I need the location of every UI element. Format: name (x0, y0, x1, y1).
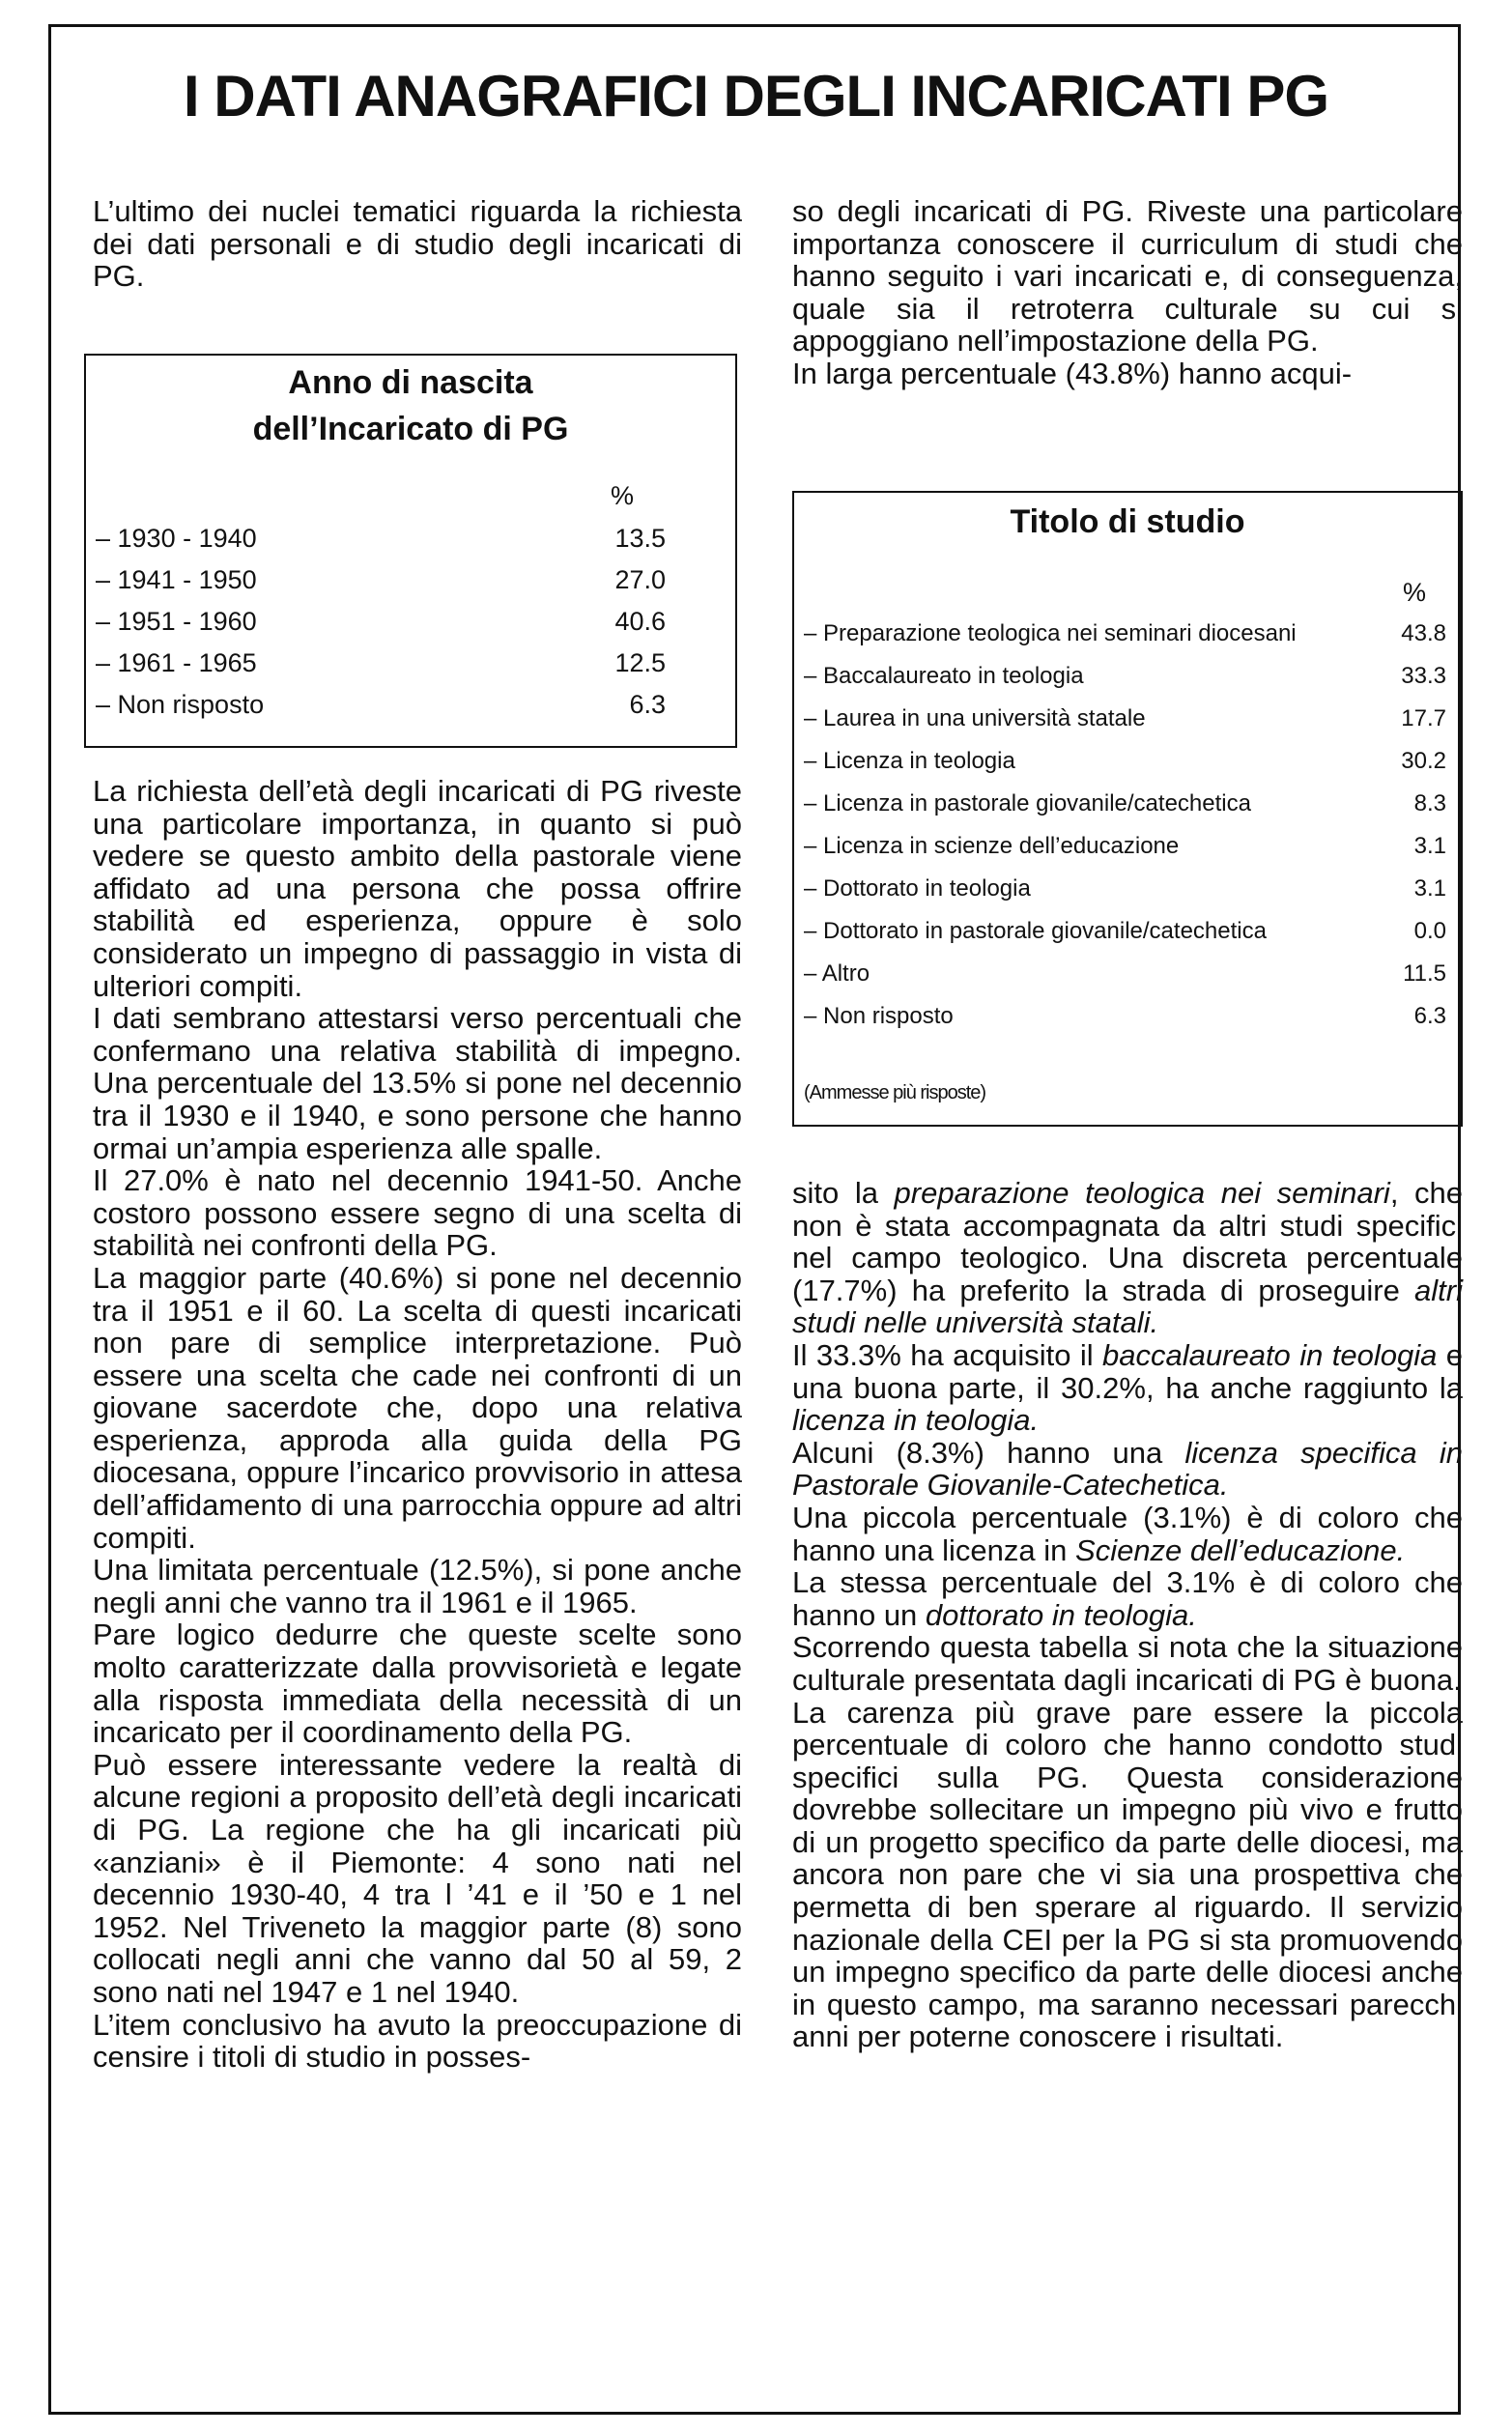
table-row (804, 705, 1446, 732)
left-intro (93, 195, 742, 293)
row-label: – 1961 - 1965 (96, 648, 257, 677)
table-row (804, 748, 1446, 775)
table-row (96, 648, 666, 678)
table-row (804, 1003, 1446, 1030)
row-label: – Laurea in una università statale (804, 705, 1146, 731)
row-value: 13.5 (614, 524, 666, 553)
row-label: – Licenza in pastorale giovanile/catechetica (804, 790, 1251, 816)
body-paragraph: Il 27.0% è nato nel decennio 1941-50. Anche costoro possono essere segno di una scelta di stabilità nei confronti della PG. (93, 1163, 742, 1263)
body-paragraph: Alcuni (8.3%) hanno una licenza specifica in Pastorale Giovanile-Catechetica. (792, 1435, 1463, 1503)
body-paragraph: Può essere interessante vedere la realtà di alcune regioni a proposito dell’età degli incaricati di PG. La regione che ha gli incaricati più «anziani» è il Piemonte: 4 sono nati nel decennio 1930-40, 4 tra l ’41 e il ’50 e 1 nel 1952. Nel Triveneto la maggior parte (8) sono collocati negli anni che vanno dal 50 al 59, 2 sono nati nel 1947 e 1 nel 1940. (93, 1747, 742, 2009)
body-paragraph: Una piccola percentuale (3.1%) è di coloro che hanno una licenza in Scienze dell’educazione. (792, 1500, 1463, 1567)
body-paragraph: La maggior parte (40.6%) si pone nel decennio tra il 1951 e il 60. La scelta di questi incaricati non pare di semplice interpretazione. Può essere una scelta che cade nei confronti di un giovane sacerdote che, dopo una relativa esperienza, approda alla guida della PG diocesana, oppure l’incarico provvisorio in attesa dell’affidamento di una parrocchia oppure ad altri compiti. (93, 1260, 742, 1555)
page-title: I DATI ANAGRAFICI DEGLI INCARICATI PG (183, 64, 1329, 129)
row-value: 3.1 (1413, 875, 1446, 902)
row-label: – 1941 - 1950 (96, 565, 257, 594)
row-value: 3.1 (1413, 833, 1446, 859)
table-row (804, 833, 1446, 860)
row-label: – Non risposto (804, 1003, 954, 1029)
body-paragraph: La stessa percentuale del 3.1% è di coloro che hanno un dottorato in teologia. (792, 1565, 1463, 1632)
table2-note: (Ammesse più risposte) (804, 1082, 986, 1103)
row-value: 33.3 (1401, 663, 1446, 689)
body-paragraph: Pare logico dedurre che queste scelte sono molto caratterizzate dalla provvisorietà e legate alla risposta immediata della necessità di un incaricato per il coordinamento della PG. (93, 1618, 742, 1750)
right-body (792, 1177, 1463, 2053)
row-label: – Licenza in teologia (804, 748, 1015, 774)
row-label: – 1951 - 1960 (96, 607, 257, 636)
row-label: – Dottorato in teologia (804, 875, 1031, 902)
body-paragraph: Una limitata percentuale (12.5%), si pone anche negli anni che vanno tra il 1961 e il 1965. (93, 1553, 742, 1619)
table-row (96, 607, 666, 637)
row-label: – 1930 - 1940 (96, 524, 257, 553)
left-body (93, 775, 742, 2074)
row-label: – Altro (804, 960, 870, 987)
right-top (792, 195, 1463, 390)
table-row (804, 790, 1446, 817)
body-paragraph: sito la preparazione teologica nei seminari, che non è stata accompagnata da altri studi specifici nel campo teologico. Una discreta percentuale (17.7%) ha preferito la strada di proseguire altri studi nelle università statali. (792, 1176, 1463, 1340)
table1-pct-header: % (611, 481, 635, 510)
row-label: – Dottorato in pastorale giovanile/catechetica (804, 918, 1267, 944)
row-value: 43.8 (1401, 620, 1446, 646)
table-row (96, 565, 666, 595)
birth-year-table (84, 354, 737, 748)
row-value: 12.5 (614, 648, 666, 677)
body-paragraph: I dati sembrano attestarsi verso percentuali che confermano una relativa stabilità di impegno. Una percentuale del 13.5% si pone nel decennio tra il 1930 e il 1940, e sono persone che hanno ormai un’ampia esperienza alle spalle. (93, 1001, 742, 1165)
table-row (96, 524, 666, 554)
table2-title: Titolo di studio (1010, 503, 1245, 540)
row-value: 30.2 (1401, 748, 1446, 774)
row-value: 40.6 (614, 607, 666, 636)
body-paragraph: L’item conclusivo ha avuto la preoccupazione di censire i titoli di studio in posses- (93, 2007, 742, 2075)
row-label: – Preparazione teologica nei seminari diocesani (804, 620, 1297, 646)
table-row (804, 960, 1446, 988)
row-label: – Baccalaureato in teologia (804, 663, 1084, 689)
row-value: 17.7 (1401, 705, 1446, 731)
table-row (804, 875, 1446, 902)
row-value: 8.3 (1413, 790, 1446, 816)
table-row (804, 620, 1446, 647)
body-paragraph: La richiesta dell’età degli incaricati di PG riveste una particolare importanza, in quanto si può vedere se questo ambito della pastorale viene affidato ad una persona che possa offrire stabilità ed esperienza, oppure è solo considerato un impegno di passaggio in vista di ulteriori compiti. (93, 774, 742, 1003)
body-paragraph: In larga percentuale (43.8%) hanno acqui- (792, 356, 1353, 390)
study-title-table (792, 491, 1463, 1127)
row-label: – Licenza in scienze dell’educazione (804, 833, 1180, 859)
row-value: 6.3 (1413, 1003, 1446, 1029)
intro-paragraph: L’ultimo dei nuclei tematici riguarda la richiesta dei dati personali e di studio degli incaricati di PG. (93, 194, 742, 294)
table1-title-line1: Anno di nascita (288, 364, 533, 401)
body-paragraph: Scorrendo questa tabella si nota che la situazione culturale presentata dagli incaricati di PG è buona. (792, 1630, 1463, 1697)
table-row (804, 918, 1446, 945)
table-row (804, 663, 1446, 690)
row-value: 27.0 (614, 565, 666, 594)
table1-title-line2: dell’Incaricato di PG (252, 411, 569, 447)
table2-pct-header: % (1403, 578, 1427, 607)
row-value: 11.5 (1403, 960, 1446, 987)
body-paragraph: La carenza più grave pare essere la piccola percentuale di coloro che hanno condotto studi specifici sulla PG. Questa considerazione dovrebbe sollecitare un impegno più vivo e frutto di un progetto specifico da parte delle diocesi, ma ancora non pare che vi sia una prospettiva che permetta di ben sperare al riguardo. Il servizio nazionale della CEI per la PG si sta promuovendo un impegno specifico da parte delle diocesi anche in questo campo, ma saranno necessari parecchi anni per poterne conoscere i risultati. (792, 1695, 1463, 2054)
body-paragraph: Il 33.3% ha acquisito il baccalaureato in teologia e una buona parte, il 30.2%, ha anche raggiunto la licenza in teologia. (792, 1337, 1463, 1438)
row-value: 6.3 (629, 690, 666, 719)
row-label: – Non risposto (96, 690, 265, 719)
body-paragraph: so degli incaricati di PG. Riveste una particolare importanza conoscere il curriculum di studi che hanno seguito i vari incaricati e, di conseguenza, quale sia il retroterra culturale su cui si appoggiano nell’impostazione della PG. (792, 194, 1463, 358)
table-row (96, 690, 666, 720)
row-value: 0.0 (1413, 918, 1446, 944)
